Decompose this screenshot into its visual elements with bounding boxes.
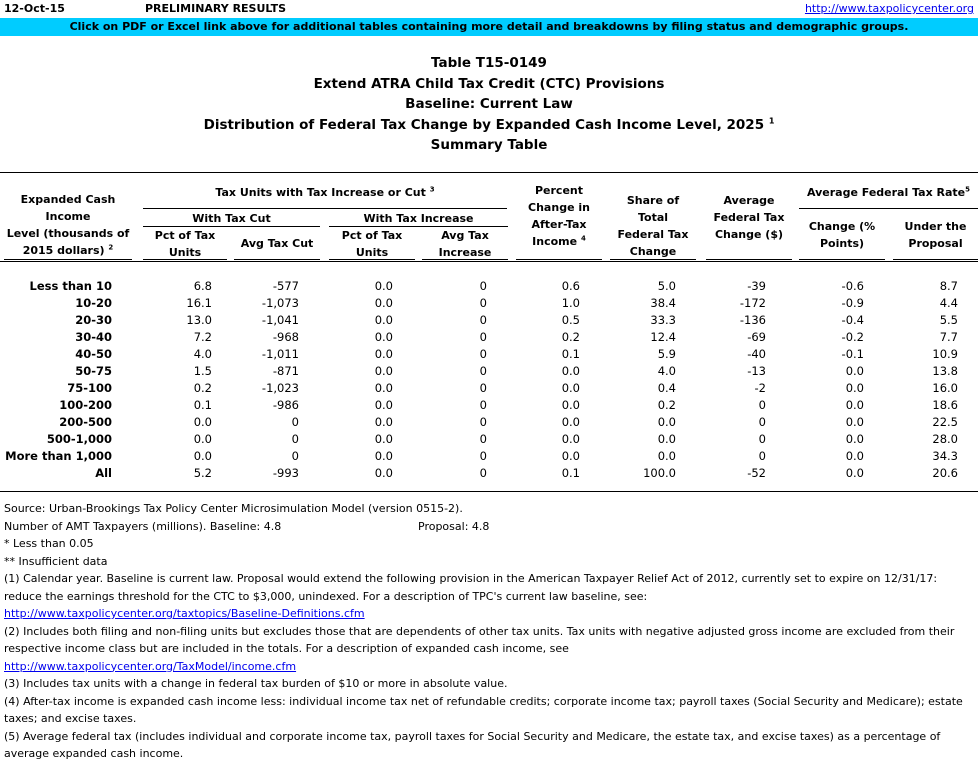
- cell: 0.1: [561, 466, 580, 480]
- cell: 0.0: [374, 432, 393, 446]
- cell: 0.0: [374, 296, 393, 310]
- income-class: 10-20: [75, 296, 112, 310]
- cell: 0.0: [845, 432, 864, 446]
- cell: 0.0: [845, 466, 864, 480]
- cell: 0.0: [561, 415, 580, 429]
- cell: 0: [479, 398, 487, 412]
- table-row: [0, 346, 978, 363]
- preliminary-label: PRELIMINARY RESULTS: [145, 2, 287, 15]
- cell: 0.0: [374, 449, 393, 463]
- cell: 22.5: [932, 415, 958, 429]
- cell: 0: [479, 330, 487, 344]
- cell: 0: [758, 449, 766, 463]
- table-title-block: [0, 53, 978, 156]
- cell: 5.9: [657, 347, 676, 361]
- cell: -1,073: [261, 296, 299, 310]
- header-avg-cut: Avg Tax Cut: [240, 237, 314, 250]
- cell: 8.7: [939, 279, 958, 293]
- table-row-total: [0, 465, 978, 482]
- less-than-note: * Less than 0.05: [4, 537, 94, 550]
- cell: 0.1: [193, 398, 212, 412]
- footnote-ref: 1: [768, 116, 775, 125]
- cell: 0.0: [657, 432, 676, 446]
- cell: 0.0: [374, 330, 393, 344]
- cell: 0: [291, 415, 299, 429]
- table-row: [0, 363, 978, 380]
- cell: -0.6: [841, 279, 864, 293]
- cell: 0.0: [193, 432, 212, 446]
- footnote-4: (4) After-tax income is expanded cash income less: individual income tax net of refundable credits; corporate income tax; payroll taxes (Social Security and Medicare); estate taxes; and excise taxes.: [4, 694, 963, 725]
- report-date: 12-Oct-15: [4, 2, 65, 15]
- cell: 0.0: [193, 449, 212, 463]
- income-class: More than 1,000: [5, 449, 112, 463]
- cell: 12.4: [650, 330, 676, 344]
- cell: 0.2: [193, 381, 212, 395]
- income-class: Less than 10: [29, 279, 112, 293]
- income-class: 500-1,000: [46, 432, 112, 446]
- cell: -0.4: [841, 313, 864, 327]
- notice-banner: Click on PDF or Excel link above for additional tables containing more detail and breakdowns by filing status and demographic groups.: [0, 18, 978, 36]
- cell: 0.0: [374, 466, 393, 480]
- cell: -172: [739, 296, 766, 310]
- cell: 0: [479, 296, 487, 310]
- footnote-ref: 4: [580, 234, 586, 243]
- table-row: [0, 380, 978, 397]
- cell: 0.0: [374, 398, 393, 412]
- sub-rule-pct-change: [516, 259, 602, 260]
- footnotes: [4, 500, 974, 763]
- cell: 0: [758, 415, 766, 429]
- cell: -0.9: [841, 296, 864, 310]
- cell: -993: [272, 466, 299, 480]
- footnote-3: (3) Includes tax units with a change in federal tax burden of $10 or more in absolute value.: [4, 677, 508, 690]
- cell: -986: [272, 398, 299, 412]
- table-row: [0, 431, 978, 448]
- cell: 100.0: [643, 466, 676, 480]
- income-class: 40-50: [75, 347, 112, 361]
- cell: 0: [479, 432, 487, 446]
- sub-rule-income: [4, 259, 132, 260]
- cell: 0: [479, 381, 487, 395]
- cell: 0.0: [657, 449, 676, 463]
- cell: 0.0: [845, 449, 864, 463]
- cell: 4.0: [193, 347, 212, 361]
- cell: 0: [479, 347, 487, 361]
- header-under-proposal: Under the Proposal: [904, 220, 967, 250]
- header-tax-units: Tax Units with Tax Increase or Cut $^3$: [215, 185, 435, 199]
- cell: -968: [272, 330, 299, 344]
- income-class: 50-75: [75, 364, 112, 378]
- cell: 16.1: [186, 296, 212, 310]
- cell: 0.0: [845, 415, 864, 429]
- cell: 0.5: [561, 313, 580, 327]
- cell: 38.4: [650, 296, 676, 310]
- cell: 1.0: [561, 296, 580, 310]
- cell: -0.1: [841, 347, 864, 361]
- cell: -2: [754, 381, 766, 395]
- footnote-2: (2) Includes both filing and non-filing units but excludes those that are dependents of other tax units. Tax units with negative adjusted gross income are excluded from their respective income class but are included in the totals. For a description of expanded cash income, see: [4, 624, 955, 655]
- summary-title: Summary Table: [430, 137, 548, 153]
- cell: -1,041: [261, 313, 299, 327]
- header-avg-tax-rate: Average Federal Tax Rate$^5$: [807, 185, 970, 199]
- income-class: 30-40: [75, 330, 112, 344]
- cell: 5.0: [657, 279, 676, 293]
- cell: 13.0: [186, 313, 212, 327]
- header-share-total: Share of Total Federal Tax Change: [617, 194, 689, 258]
- cell: 7.2: [193, 330, 212, 344]
- cell: 0.0: [561, 449, 580, 463]
- header-income-level: Expanded Cash Income Level (thousands of 2015 dollars) $^2$: [6, 193, 130, 257]
- cell: 0.0: [845, 381, 864, 395]
- table-row: [0, 278, 978, 295]
- cell: 6.8: [193, 279, 212, 293]
- cell: 4.4: [939, 296, 958, 310]
- footnote-ref: 5: [965, 185, 970, 194]
- header-pct-units-cut: Pct of Tax Units: [154, 229, 216, 259]
- cell: 33.3: [650, 313, 676, 327]
- cell: 0.0: [374, 279, 393, 293]
- cell: -577: [272, 279, 299, 293]
- cell: 0: [758, 432, 766, 446]
- footnote-1: (1) Calendar year. Baseline is current law. Proposal would extend the following provision in the American Taxpayer Relief Act of 2012, currently set to expire on 12/31/17: reduce the earnings threshold for the CTC to $3,000, unindexed. For a description of TPC's current law baseline, see:: [4, 572, 938, 603]
- cell: 18.6: [932, 398, 958, 412]
- income-class: All: [95, 466, 112, 480]
- table-row: [0, 397, 978, 414]
- cell: 0.0: [561, 364, 580, 378]
- cell: 0.0: [374, 347, 393, 361]
- avg-rate-rule: [799, 208, 978, 209]
- cell: -13: [747, 364, 766, 378]
- sub-rule-avg-cut: [234, 259, 320, 260]
- table-row: [0, 312, 978, 329]
- cell: 5.5: [939, 313, 958, 327]
- insufficient-note: ** Insufficient data: [4, 554, 108, 568]
- table-id: Table T15-0149: [431, 55, 547, 71]
- cell: 0.0: [845, 364, 864, 378]
- cell: 0: [291, 432, 299, 446]
- cell: 20.6: [932, 466, 958, 480]
- header-rate-change: Change (% Points): [808, 220, 876, 250]
- cell: -39: [747, 279, 766, 293]
- cell: -871: [272, 364, 299, 378]
- cell: 0.0: [845, 398, 864, 412]
- cell: 0: [479, 415, 487, 429]
- header-pct-change-income: Percent Change in After-Tax Income $^4$: [528, 184, 590, 248]
- cell: 5.2: [193, 466, 212, 480]
- tpc-link[interactable]: http://www.taxpolicycenter.org: [804, 2, 974, 15]
- footnote-ref: 3: [429, 185, 435, 194]
- distribution-title: Distribution of Federal Tax Change by Expanded Cash Income Level, 2025 $^1$: [203, 116, 775, 133]
- cell: 0.0: [374, 364, 393, 378]
- cell: 13.8: [932, 364, 958, 378]
- header-pct-units-increase: Pct of Tax Units: [341, 229, 403, 259]
- header-with-cut: With Tax Cut: [192, 212, 271, 225]
- cell: 0: [479, 466, 487, 480]
- header-bottom-rule: [0, 261, 978, 262]
- cell: -69: [747, 330, 766, 344]
- cell: 0.0: [193, 415, 212, 429]
- cell: -52: [747, 466, 766, 480]
- cell: 1.5: [193, 364, 212, 378]
- cell: 0.1: [561, 347, 580, 361]
- income-definition-link[interactable]: http://www.taxpolicycenter.org/TaxModel/income.cfm: [4, 659, 297, 673]
- cell: 0.0: [374, 415, 393, 429]
- header-top-rule: [0, 172, 978, 173]
- cell: 0: [291, 449, 299, 463]
- source-note: Source: Urban-Brookings Tax Policy Center Microsimulation Model (version 0515-2).: [4, 502, 463, 515]
- baseline-definitions-link[interactable]: http://www.taxpolicycenter.org/taxtopics/Baseline-Definitions.cfm: [4, 607, 365, 620]
- cell: 0.0: [657, 415, 676, 429]
- cell: 0.0: [561, 381, 580, 395]
- top-bar: [0, 0, 978, 18]
- sub-rule-under: [893, 259, 978, 260]
- cell: -40: [747, 347, 766, 361]
- cell: 0.6: [561, 279, 580, 293]
- cell: 0.0: [374, 313, 393, 327]
- footnote-5: (5) Average federal tax (includes individual and corporate income tax, payroll taxes for Social Security and Medicare, the estate tax, and excise taxes) as a percentage of average expanded cash income.: [4, 729, 941, 760]
- tax-units-rule: [143, 208, 507, 209]
- income-class: 200-500: [59, 415, 112, 429]
- table-row: [0, 414, 978, 431]
- cell: 0.0: [561, 432, 580, 446]
- cell: 0: [479, 364, 487, 378]
- cell: -1,023: [261, 381, 299, 395]
- cell: -0.2: [841, 330, 864, 344]
- table-bottom-rule: [0, 491, 978, 492]
- cell: 0.0: [374, 381, 393, 395]
- income-class: 100-200: [59, 398, 112, 412]
- cell: -1,011: [261, 347, 299, 361]
- header-avg-change: Average Federal Tax Change ($): [713, 194, 785, 241]
- cell: 0.0: [561, 398, 580, 412]
- cell: 0: [479, 449, 487, 463]
- income-class: 75-100: [67, 381, 112, 395]
- cell: 0: [479, 279, 487, 293]
- header-with-increase: With Tax Increase: [363, 212, 474, 225]
- cell: 16.0: [932, 381, 958, 395]
- cell: 4.0: [657, 364, 676, 378]
- cell: 7.7: [939, 330, 958, 344]
- amt-note: Number of AMT Taxpayers (millions). Baseline: 4.8 Proposal: 4.8: [4, 519, 490, 533]
- table-row: [0, 295, 978, 312]
- header-avg-increase: Avg Tax Increase: [438, 229, 492, 259]
- table-name: Extend ATRA Child Tax Credit (CTC) Provisions: [313, 75, 665, 92]
- cell: 28.0: [932, 432, 958, 446]
- cell: 0: [479, 313, 487, 327]
- sub-rule-avg-change: [706, 259, 792, 260]
- cell: 0.2: [657, 398, 676, 412]
- cell: 0.2: [561, 330, 580, 344]
- income-class: 20-30: [75, 313, 112, 327]
- table-row: [0, 448, 978, 465]
- cell: 34.3: [932, 449, 958, 463]
- cell: 0.4: [657, 381, 676, 395]
- cell: -136: [739, 313, 766, 327]
- cell: 10.9: [932, 347, 958, 361]
- cell: 0: [758, 398, 766, 412]
- baseline-title: Baseline: Current Law: [405, 96, 573, 112]
- table-row: [0, 329, 978, 346]
- sub-rule-rate-change: [799, 259, 885, 260]
- footnote-ref: 2: [108, 243, 114, 252]
